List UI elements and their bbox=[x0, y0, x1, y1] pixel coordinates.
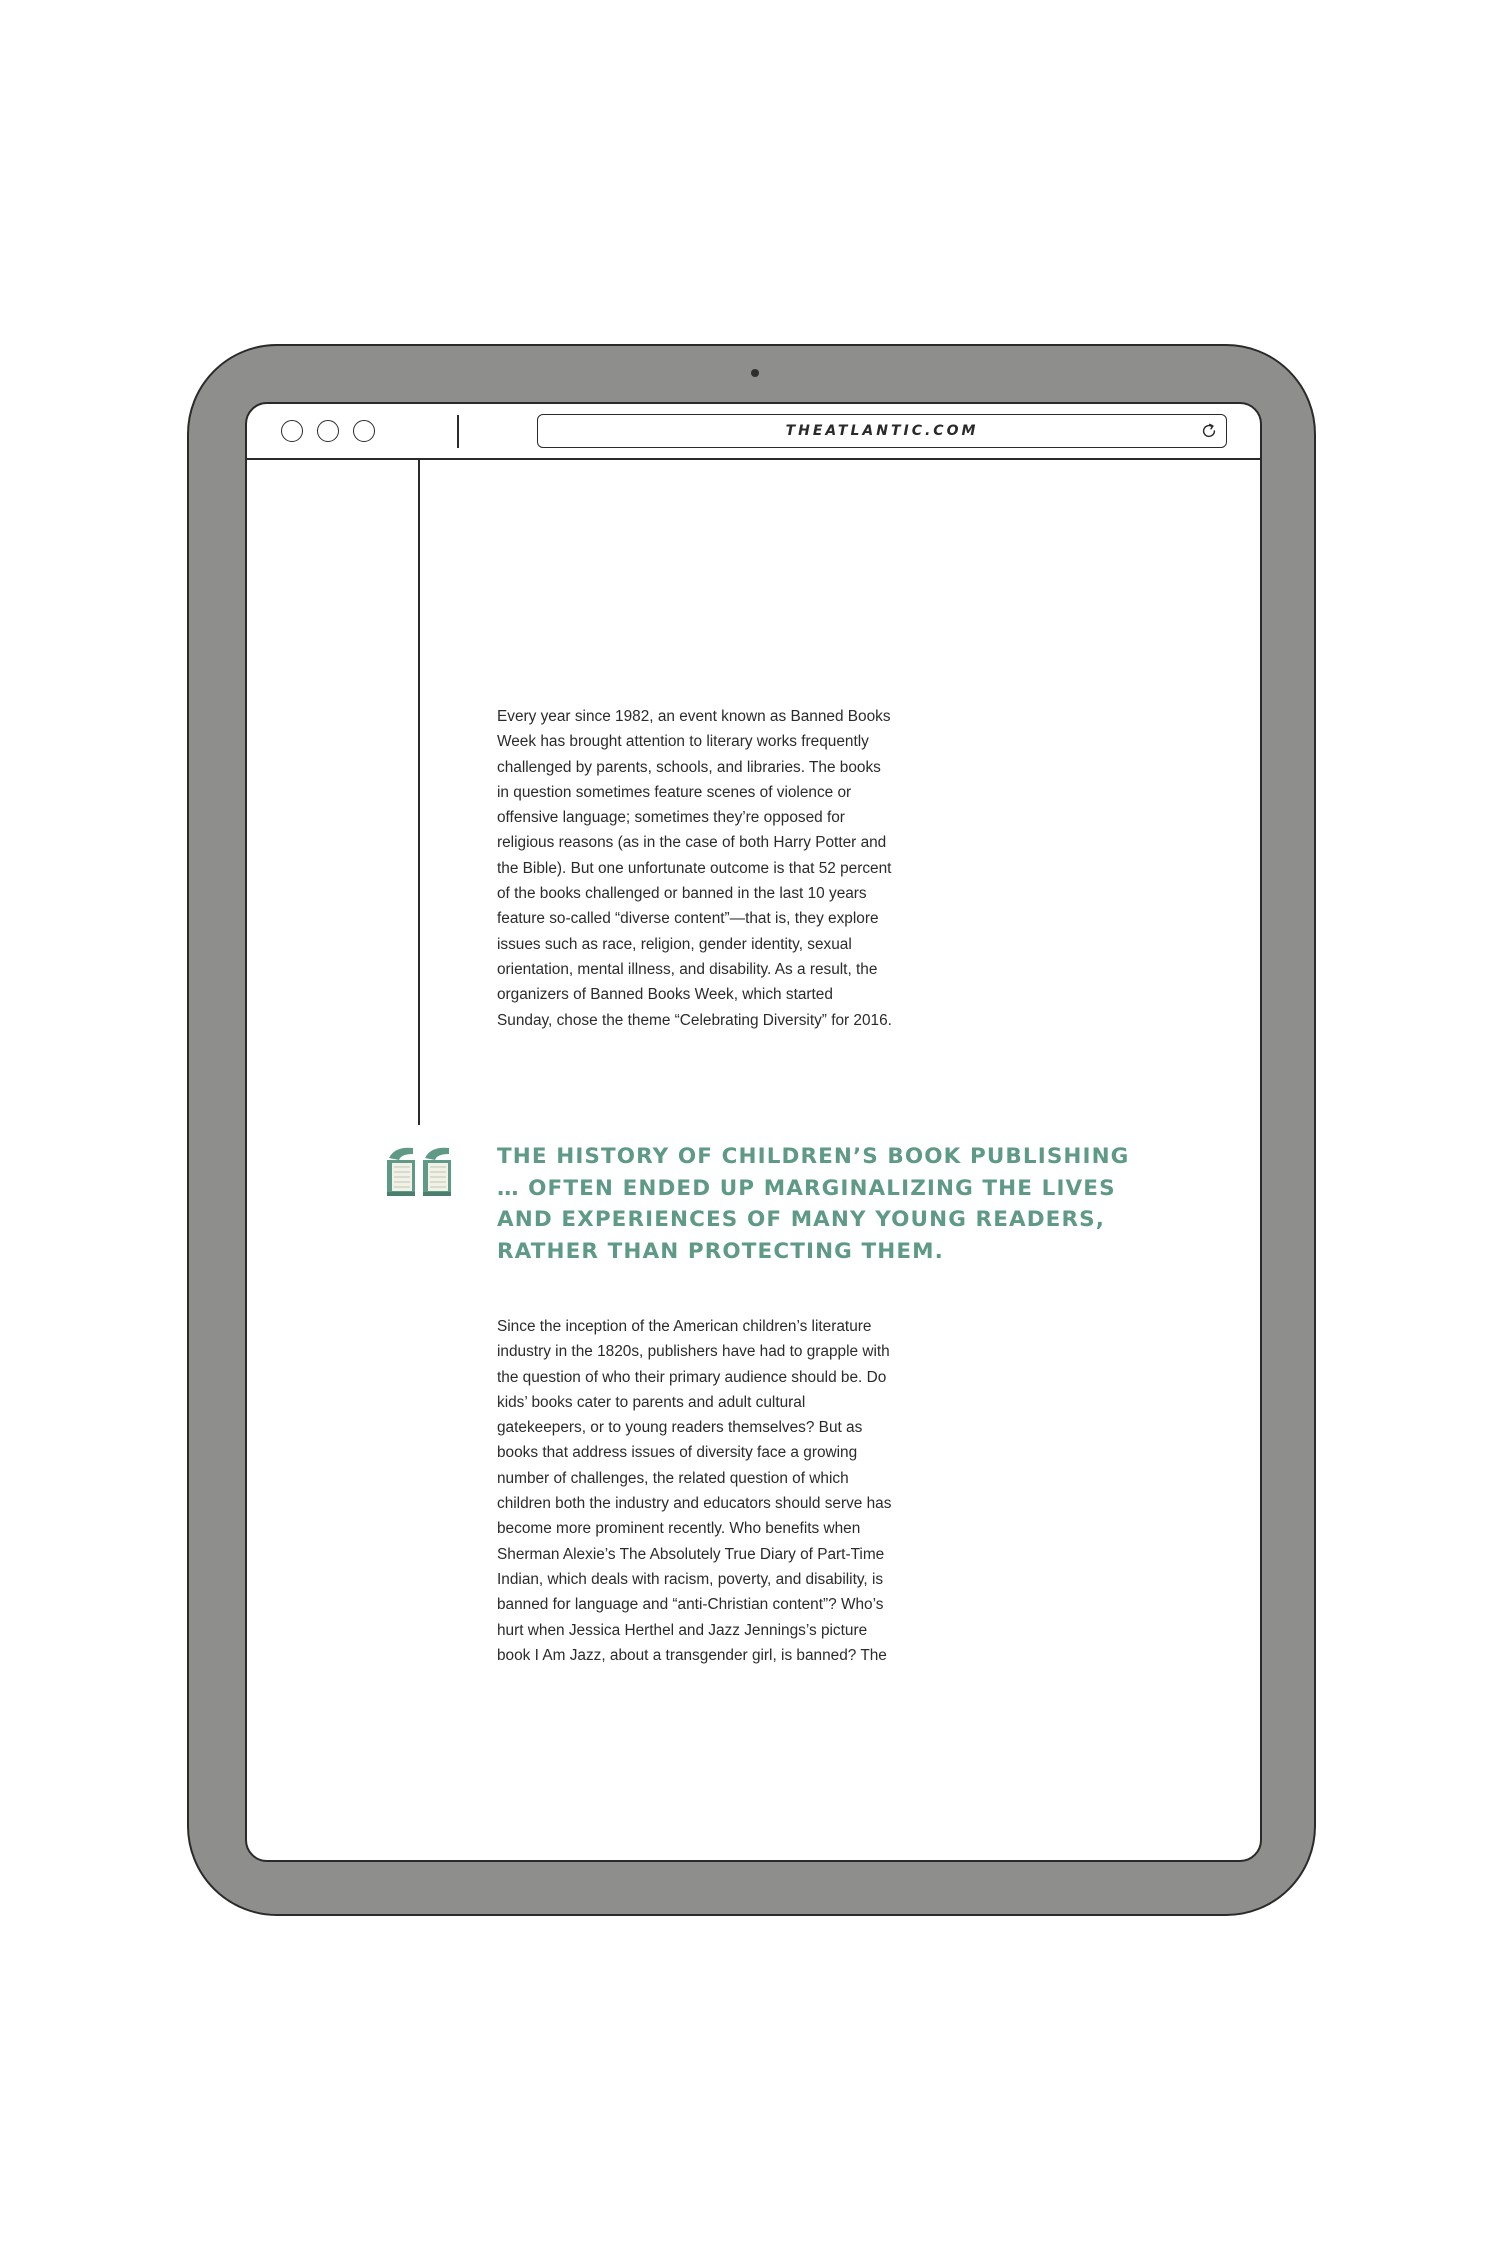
browser-toolbar bbox=[247, 404, 1260, 460]
quote-books-icon bbox=[383, 1144, 459, 1200]
camera-dot bbox=[751, 369, 759, 377]
article-paragraph-1: Every year since 1982, an event known as Banned Books Week has brought attention to literary works frequently challenged by parents, schools, and libraries. The books in question sometimes feature scenes of violence or offensive language; sometimes they’re opposed for religious reasons (as in the case of both Harry Potter and the Bible). But one unfortunate outcome is that 52 percent of the books challenged or banned in the last 10 years feature so-called “diverse content”—that is, they explore issues such as race, religion, gender identity, sexual orientation, mental illness, and disability. As a result, the organizers of Banned Books Week, which started Sunday, chose the theme “Celebrating Diversity” for 2016. bbox=[497, 708, 892, 1029]
address-bar[interactable] bbox=[537, 414, 1227, 448]
toolbar-divider bbox=[457, 415, 459, 448]
article-paragraph-2: Since the inception of the American children’s literature industry in the 1820s, publishers have had to grapple with the question of who their primary audience should be. Do kids’ books cater to parents and adult cultural gatekeepers, or to young readers themselves? But as books that address issues of diversity face a growing number of challenges, the related question of which children both the industry and educators should serve has become more prominent recently. Who benefits when Sherman Alexie’s The Absolutely True Diary of Part-Time Indian, which deals with racism, poverty, and disability, is banned for language and “anti-Christian content”? Who’s hurt when Jessica Herthel and Jazz Jennings’s picture book I Am Jazz, about a transgender girl, is banned? The bbox=[497, 1318, 892, 1664]
pull-quote: THE HISTORY OF CHILDREN’S BOOK PUBLISHING … OFTEN ENDED UP MARGINALIZING THE LIVES AND EXPERIENCES OF MANY YOUNG READERS, RATHER THAN PROTECTING THEM. bbox=[497, 1144, 1130, 1264]
window-close-button[interactable] bbox=[281, 420, 303, 442]
address-bar-url: THEATLANTIC.COM bbox=[785, 423, 979, 439]
tablet-frame bbox=[187, 344, 1316, 1916]
tablet-screen bbox=[245, 402, 1262, 1862]
window-maximize-button[interactable] bbox=[353, 420, 375, 442]
article-margin-rule bbox=[418, 460, 420, 1125]
window-minimize-button[interactable] bbox=[317, 420, 339, 442]
reload-icon[interactable] bbox=[1200, 422, 1218, 440]
